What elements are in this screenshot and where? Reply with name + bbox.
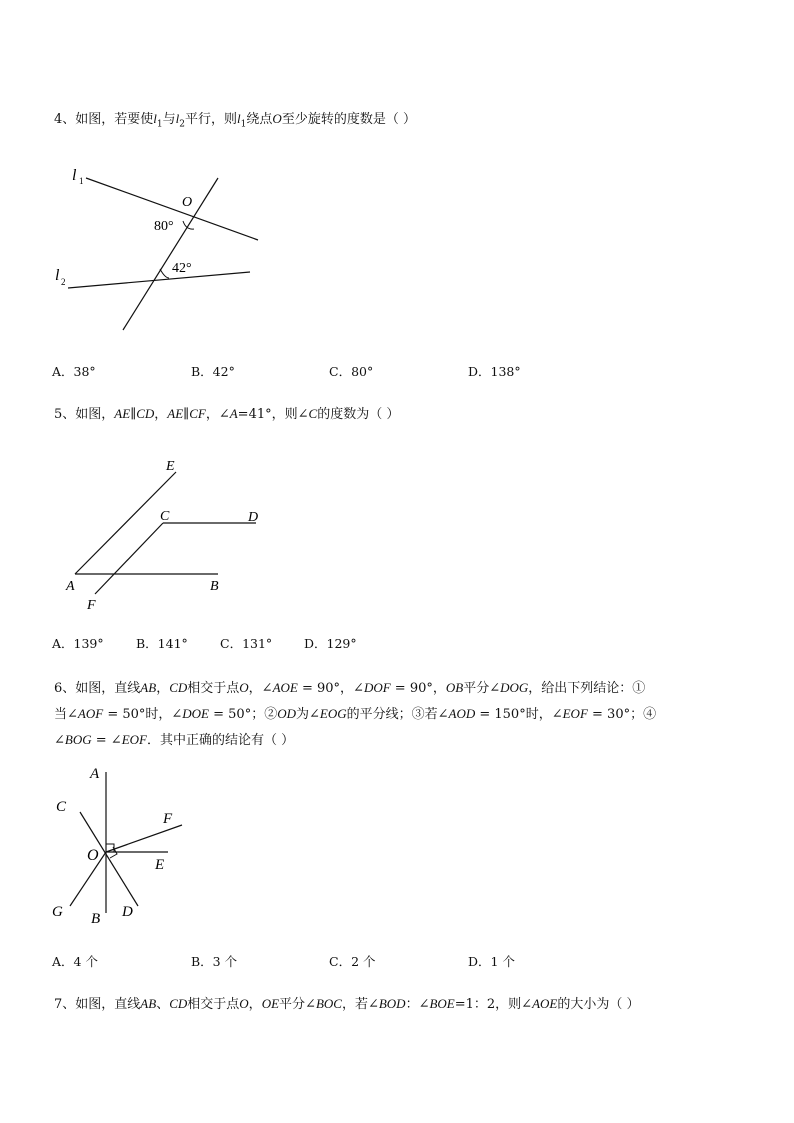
q6-label-O: O — [87, 847, 99, 864]
q6-label-F: F — [163, 811, 173, 827]
q4-option-c[interactable]: C．80° — [329, 364, 374, 379]
q6-stem-line3: ∠BOG = ∠EOF．其中正确的结论有（ ） — [54, 732, 295, 748]
q5-option-a[interactable]: A．139° — [52, 636, 104, 651]
q4-angle-42: 42° — [172, 261, 192, 276]
q5-stem: 5、如图，AE∥CD，AE∥CF，∠A=41°，则∠C的度数为（ ） — [54, 406, 400, 422]
q4-label-l1: l — [72, 167, 77, 184]
q7-stem: 7、如图，直线AB、CD相交于点O，OE平分∠BOC，若∠BOD：∠BOE=1：2，则∠AOE的大小为（ ） — [54, 996, 640, 1012]
q6-label-C: C — [56, 799, 67, 815]
q6-label-D: D — [122, 904, 133, 920]
q5-label-B: B — [210, 579, 219, 594]
q6-option-d[interactable]: D．1 个 — [468, 954, 515, 969]
q6-option-a[interactable]: A．4 个 — [52, 954, 98, 969]
q5-label-D: D — [248, 510, 259, 525]
q6-label-E: E — [155, 857, 165, 873]
q6-label-G: G — [52, 904, 63, 920]
q5-option-b[interactable]: B．141° — [136, 636, 188, 651]
q4-option-a[interactable]: A．38° — [52, 364, 96, 379]
q4-option-b[interactable]: B．42° — [191, 364, 235, 379]
q5-label-F: F — [87, 598, 96, 613]
q4-label-l2: l — [55, 267, 60, 284]
q5-label-E: E — [166, 459, 175, 474]
q4-label-O: O — [182, 195, 193, 210]
q6-label-B: B — [91, 911, 101, 927]
q4-option-d[interactable]: D．138° — [468, 364, 521, 379]
q6-option-c[interactable]: C．2 个 — [329, 954, 376, 969]
q4-label-l1-sub: 1 — [79, 176, 84, 186]
q5-label-C: C — [160, 509, 170, 524]
q4-angle-80: 80° — [154, 219, 174, 234]
q5-option-d[interactable]: D．129° — [304, 636, 357, 651]
q4-label-l2-sub: 2 — [61, 277, 66, 287]
q6-label-A: A — [90, 766, 100, 782]
q4-stem: 4、如图，若要使$l_1$与$l_2$平行，则$l_1$绕点O至少旋转的度数是（ ） — [54, 111, 416, 130]
q6-option-b[interactable]: B．3 个 — [191, 954, 238, 969]
q5-option-c[interactable]: C．131° — [220, 636, 273, 651]
q5-label-A: A — [66, 579, 75, 594]
q6-stem-line1: 6、如图，直线AB，CD相交于点O，∠AOE = 90°，∠DOF = 90°，OB平分∠DOG，给出下列结论：① — [54, 680, 646, 696]
q6-stem-line2: 当∠AOF = 50°时，∠DOE = 50°；②OD为∠EOG的平分线；③若∠AOD = 150°时，∠EOF = 30°；④ — [54, 706, 657, 722]
